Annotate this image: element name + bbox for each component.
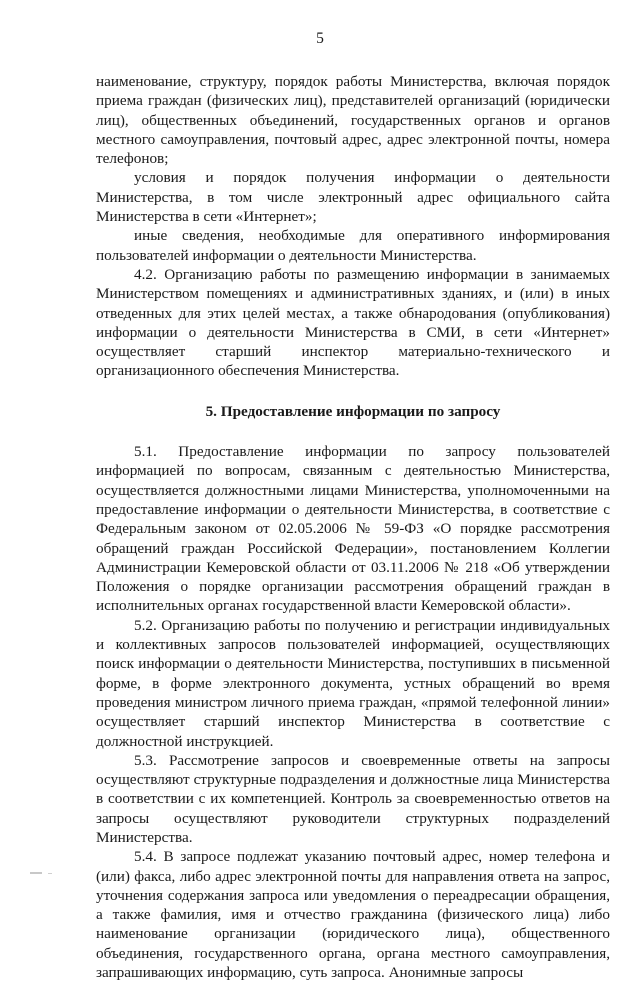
paragraph-5-3: 5.3. Рассмотрение запросов и своевременные ответы на запросы осуществляют структурные подразделения и должностные лица Министерства в соответствии с их компетенцией. Контроль за своевременностью ответов на запросы осуществляют руководители структурных подразделений Министерства. (96, 751, 610, 846)
section-title: 5. Предоставление информации по запросу (205, 402, 501, 420)
paragraph-4-2: 4.2. Организацию работы по размещению информации в занимаемых Министерством помещениях и административных зданиях, и (или) в иных отведенных для этих целей местах, а также обнародования (опубликования) информации о деятельности Министерства в СМИ, в сети «Интернет» осуществляет старший инспектор материально-технического и организационного обеспечения Министерства. (96, 265, 610, 380)
page-number: 5 (316, 30, 324, 47)
paragraph-5-1: 5.1. Предоставление информации по запросу пользователей информацией по вопросам, связанным с деятельностью Министерства, осуществляется должностными лицами Министерства, уполномоченными на предоставление информации о деятельности Министерства, в соответствие с Федеральным законом от 02.05.2006 № 59-ФЗ «О порядке рассмотрения обращений граждан Российской Федерации», постановлением Коллегии Администрации Кемеровской области от 03.11.2006 № 218 «Об утверждении Положения о порядке организации рассмотрения обращений граждан в исполнительных органах государственной власти Кемеровской области». (96, 443, 610, 615)
paragraph-5-4: 5.4. В запросе подлежат указанию почтовый адрес, номер телефона и (или) факса, либо адрес электронной почты для направления ответа на запрос, уточнения содержания запроса или уведомления о переадресации обращения, а также фамилия, имя и отчество гражданина (физического лица) либо наименование организации (юридического лица), общественного объединения, государственного органа, органа местного самоуправления, запрашивающих информацию, суть запроса. Анонимные запросы (96, 848, 610, 982)
paragraph-structure: наименование, структуру, порядок работы Министерства, включая порядок приема граждан (физических лиц), представителей организаций (юридически лиц), общественных объединений, государственных органов и органов местного самоуправления, почтовый адрес, адрес электронной почты, номера телефонов; (96, 73, 610, 168)
paragraph-other-info: иные сведения, необходимые для оперативного информирования пользователей информации о деятельности Министерства. (96, 227, 610, 264)
paragraph-conditions: условия и порядок получения информации о деятельности Министерства, в том числе электронный адрес официального сайта Министерства в сети «Интернет»; (96, 169, 610, 226)
scan-artifact (48, 873, 52, 874)
scan-artifact (30, 872, 42, 874)
paragraph-5-2: 5.2. Организацию работы по получению и регистрации индивидуальных и коллективных запросов пользователей информацией, осуществляющих поиск информации о деятельности Министерства, поступивших в письменной форме, в форме электронного документа, устных обращений во время проведения министром личного приема граждан, «прямой телефонной линии» осуществляет старший инспектор Министерства в соответствие с должностной инструкцией. (96, 616, 610, 750)
document-body (96, 72, 610, 982)
